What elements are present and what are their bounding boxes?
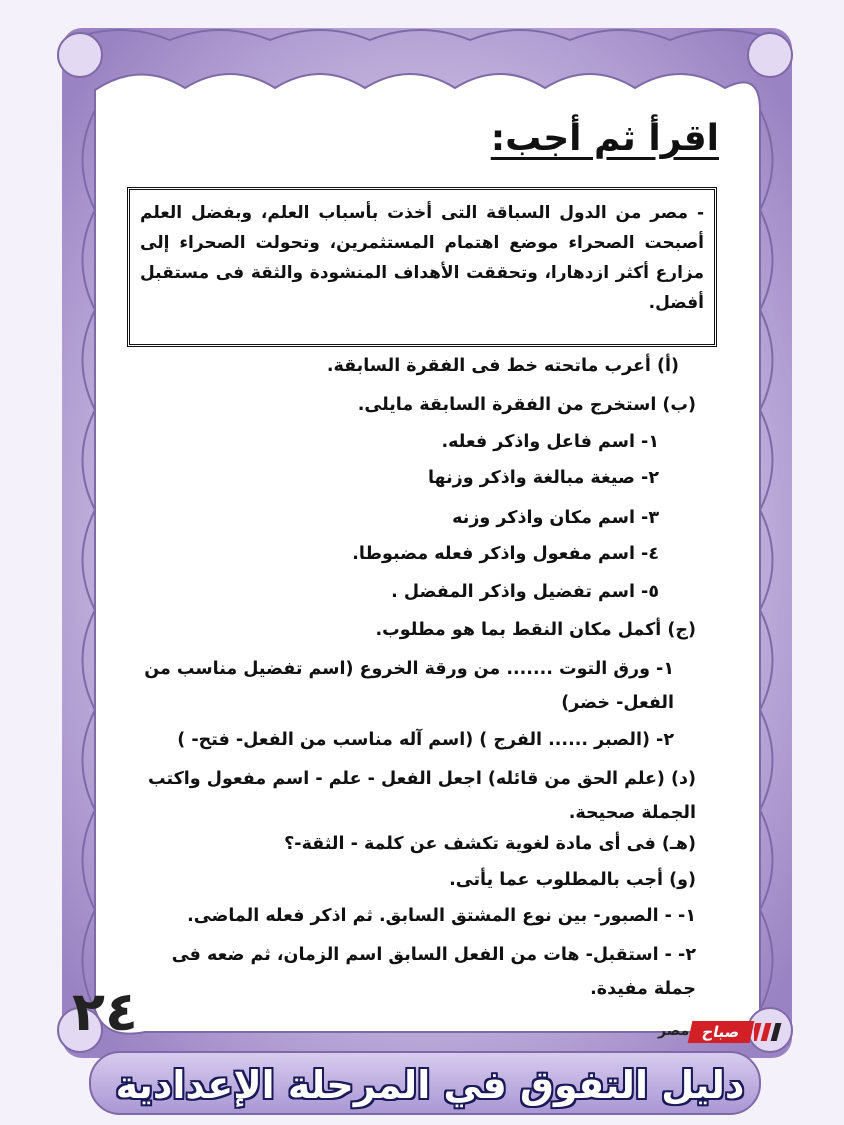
reading-passage: - مصر من الدول السباقة التى أخذت بأسباب العلم، وبفضل العلم أصبحت الصحراء موضع اهتمام المستثمرين، وتحولت الصحراء إلى مزارع أكثر ازدهارا، وتحققت الأهداف المنشودة والثقة فى مستقبل أفضل.	[127, 187, 717, 347]
question-c-item-1: ١- ورق التوت ....... من ورقة الخروع (اسم تفضيل مناسب من الفعل- خضر)	[144, 659, 674, 713]
question-b-item-4: ٤- اسم مفعول واذكر فعله مضبوطا.	[352, 544, 659, 564]
question-b-item-1: ١- اسم فاعل واذكر فعله.	[441, 432, 659, 452]
question-b-title: (ب) استخرج من الفقرة السابقة مايلى.	[357, 395, 696, 415]
question-f-title: (و) أجب بالمطلوب عما يأتى.	[449, 870, 696, 890]
logo-bars-icon	[754, 1021, 790, 1043]
question-d: (د) (علم الحق من قائله) اجعل الفعل - علم - اسم مفعول واكتب الجملة صحيحة.	[147, 769, 696, 823]
logo-main-text: صباح	[688, 1021, 755, 1043]
footer-banner: دليل التفوق في المرحلة الإعدادية	[115, 1063, 745, 1107]
question-f-item-2: ٢- - استقبل- هات من الفعل السابق اسم الزمان، ثم ضعه فى جملة مفيدة.	[171, 945, 696, 999]
page-title: اقرأ ثم أجب:	[490, 118, 719, 159]
question-b-item-5: ٥- اسم تفضيل واذكر المفضل .	[391, 582, 659, 602]
sabah-masr-logo	[656, 1019, 792, 1047]
question-c-title: (ج) أكمل مكان النقط بما هو مطلوب.	[375, 620, 696, 640]
question-b-item-3: ٣- اسم مكان واذكر وزنه	[452, 508, 659, 528]
question-e: (هـ) فى أى مادة لغوية تكشف عن كلمة - الثقة-؟	[284, 834, 696, 854]
question-f-item-1: ١- - الصبور- بين نوع المشتق السابق. ثم اذكر فعله الماضى.	[187, 906, 696, 926]
logo-sub-text: مصر	[658, 1023, 690, 1039]
question-b-item-2: ٢- صيغة مبالغة واذكر وزنها	[427, 468, 659, 488]
question-a: (أ) أعرب ماتحته خط فى الفقرة السابقة.	[326, 356, 679, 376]
question-c-item-2: ٢- (الصبر ...... الفرج ) (اسم آله مناسب من الفعل- فتح- )	[177, 730, 674, 750]
page-number: ٢٤	[72, 980, 138, 1043]
